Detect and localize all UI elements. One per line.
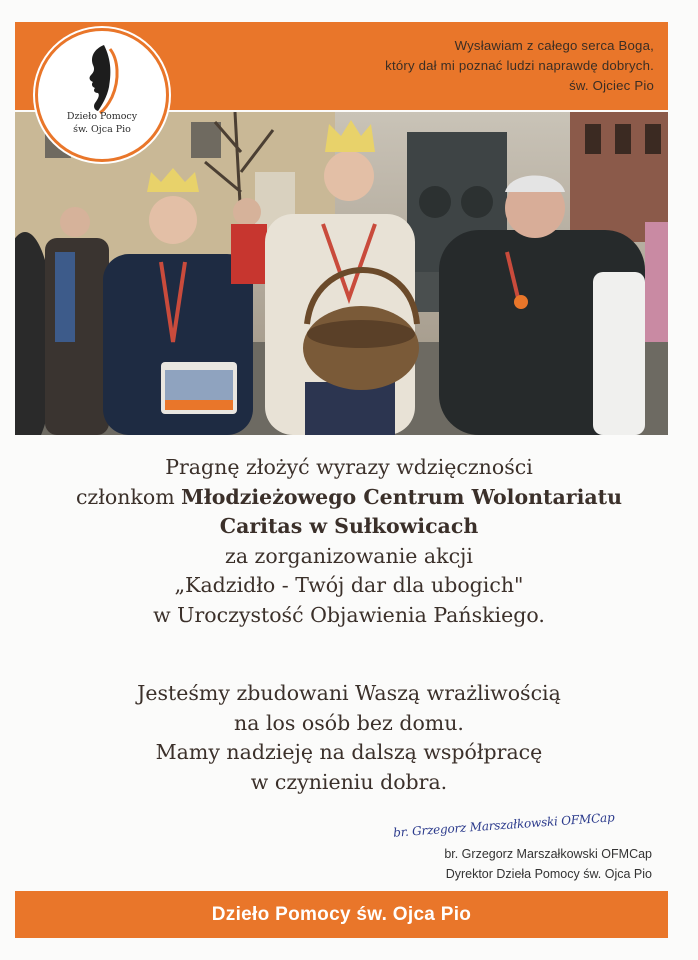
- footer-label: Dzieło Pomocy św. Ojca Pio: [211, 903, 472, 925]
- quote-line-1: Wysławiam z całego serca Boga,: [454, 38, 654, 53]
- signer-name: br. Grzegorz Marszałkowski OFMCap: [444, 847, 652, 861]
- logo-text-line-1: Dzieło Pomocy: [66, 111, 138, 122]
- quote-author: św. Ojciec Pio: [569, 78, 654, 93]
- letter-line: w Uroczystość Objawienia Pańskiego.: [153, 602, 545, 627]
- quote-line-2: który dał mi poznać ludzi naprawdę dobrych.: [385, 58, 654, 73]
- letter-line: [0, 512, 698, 542]
- letter-line: Jesteśmy zbudowani Waszą wrażliwością: [137, 681, 561, 705]
- signer-block: [444, 844, 652, 884]
- letter-line-prefix: członkom: [75, 484, 182, 509]
- campaign-name: „Kadzidło - Twój dar dla ubogich": [174, 573, 524, 597]
- organization-location: Caritas w Sułkowicach: [219, 514, 479, 538]
- letter-line: na los osób bez domu.: [234, 710, 464, 735]
- letter-line: Mamy nadzieję na dalszą współpracę: [155, 740, 543, 764]
- padre-pio-silhouette-icon: [38, 31, 166, 159]
- header-quote: [324, 36, 654, 96]
- letter-line: w czynieniu dobra.: [250, 769, 448, 794]
- signer-title: Dyrektor Dzieła Pomocy św. Ojca Pio: [445, 867, 652, 881]
- organization-name: Młodzieżowego Centrum Wolontariatu: [181, 484, 623, 509]
- letter-body-paragraph-2: [0, 679, 698, 797]
- letter-line: [0, 483, 698, 513]
- letter-line: za zorganizowanie akcji: [225, 543, 473, 568]
- logo-text-line-2: św. Ojca Pio: [73, 124, 131, 135]
- organization-logo: [35, 28, 169, 162]
- letter-body-paragraph-1: [0, 453, 698, 630]
- handwritten-signature: br. Grzegorz Marszałkowski OFMCap: [392, 810, 615, 840]
- footer-band: [15, 891, 668, 938]
- letter-line: Pragnę złożyć wyrazy wdzięczności: [165, 455, 533, 479]
